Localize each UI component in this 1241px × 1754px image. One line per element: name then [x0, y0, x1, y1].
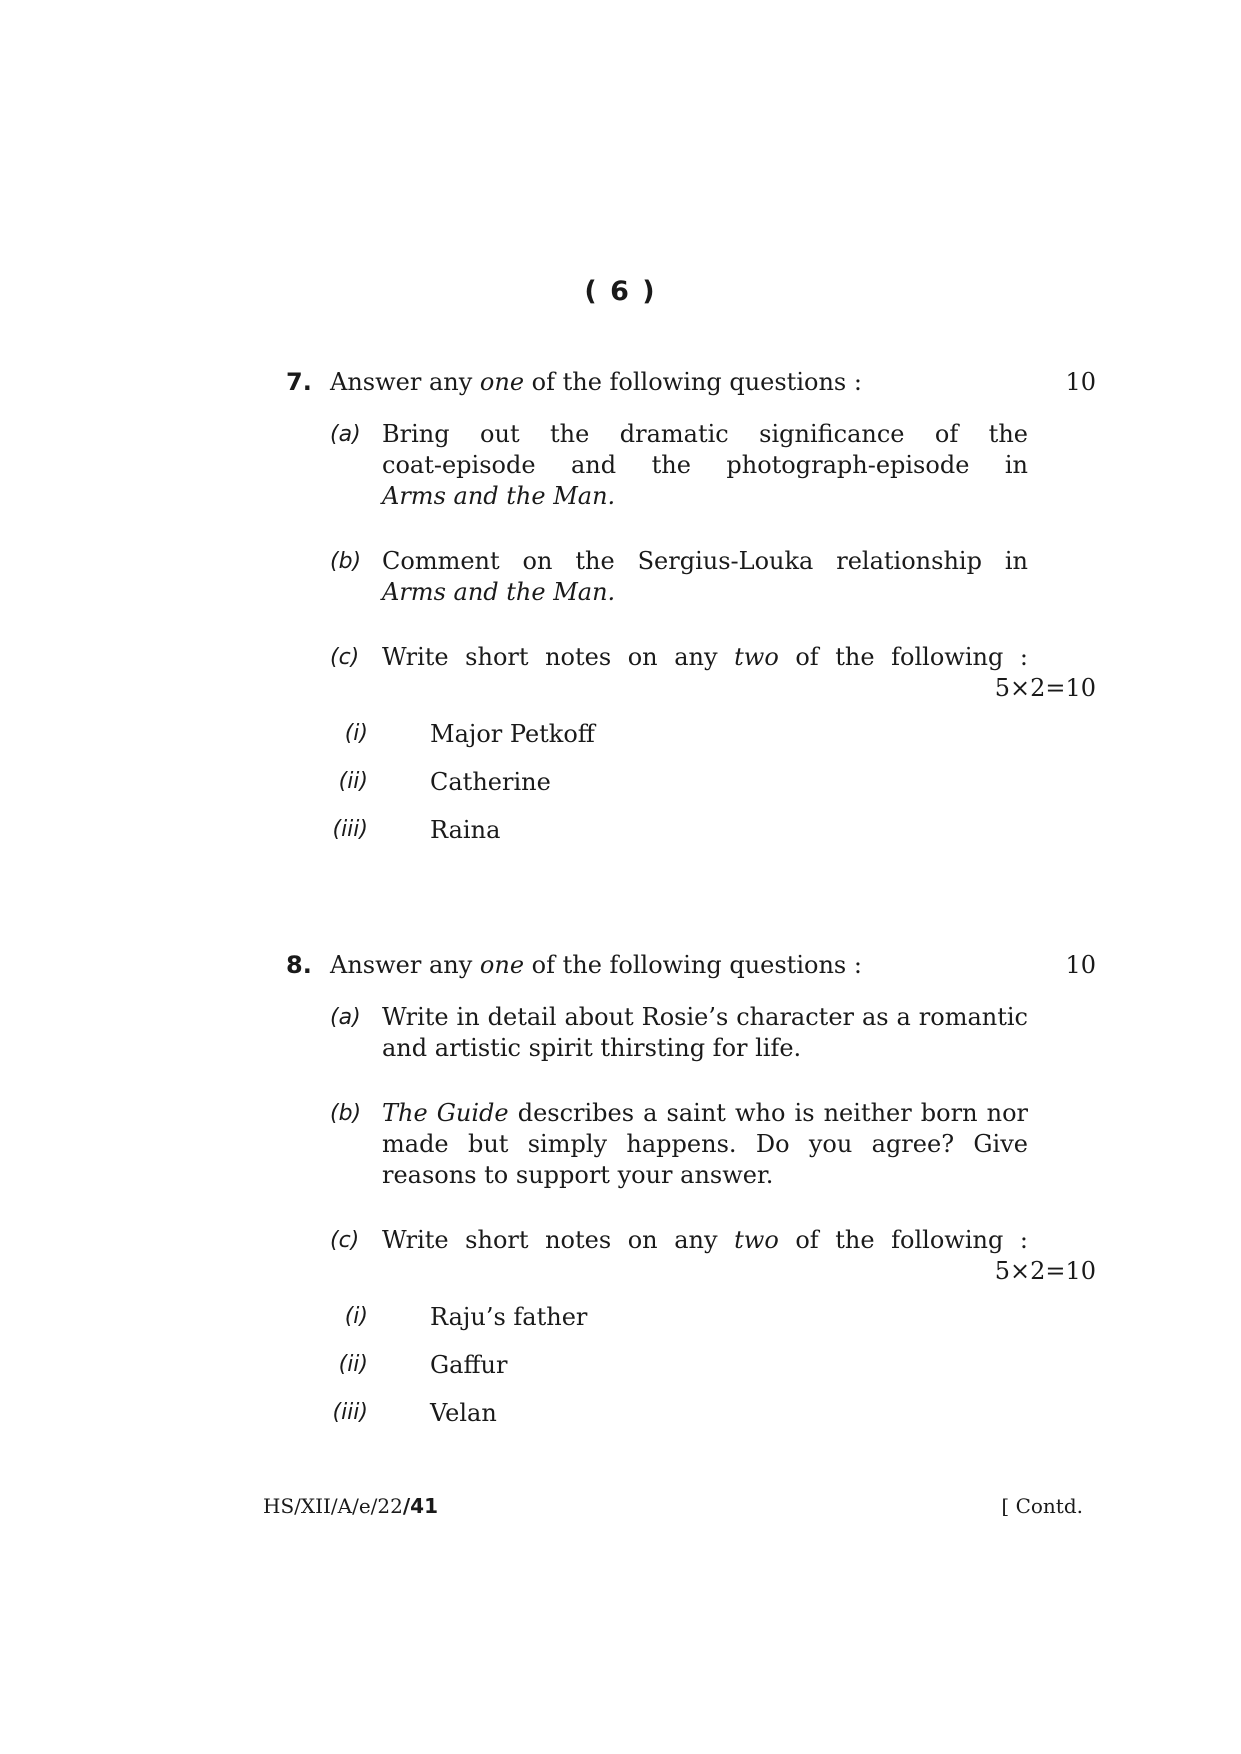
- question-prompt: Answer any one of the following questions :: [330, 951, 862, 979]
- question-number: 7.: [286, 368, 312, 396]
- sub-item-list: [286, 718, 1096, 846]
- question-marks: 10: [1065, 368, 1096, 396]
- sub-item-list: [286, 1301, 1096, 1429]
- part-text: The Guide describes a saint who is neither born nor made but simply happens. Do you agree? Give reasons to support your answer.: [382, 1099, 1028, 1189]
- part-label: (b): [330, 549, 362, 574]
- question-7: [286, 365, 1096, 846]
- list-item: (i) Raju’s father: [344, 1303, 588, 1331]
- part-text: Write in detail about Rosie’s character as a romantic and artistic spirit thirsting for life.: [382, 1003, 1028, 1062]
- part-label: (b): [330, 1101, 362, 1126]
- question-heading: [286, 365, 1096, 399]
- list-item: (iii) Raina: [332, 816, 501, 844]
- part-a: [286, 1002, 1096, 1064]
- list-item: (i) Major Petkoff: [344, 720, 595, 748]
- part-marks: 5×2=10: [994, 1257, 1096, 1285]
- part-c: [286, 1225, 1096, 1287]
- list-item: (ii) Catherine: [338, 768, 551, 796]
- paper-code: HS/XII/A/e/22/41: [263, 1494, 439, 1518]
- page-number: ( 6 ): [584, 276, 657, 307]
- part-a: [286, 419, 1096, 512]
- part-b: [286, 546, 1096, 608]
- list-item: (ii) Gaffur: [338, 1351, 508, 1379]
- part-marks: 5×2=10: [994, 674, 1096, 702]
- question-8: [286, 948, 1096, 1429]
- part-label: (a): [330, 422, 361, 447]
- question-number: 8.: [286, 951, 312, 979]
- part-label: (c): [330, 645, 360, 670]
- question-marks: 10: [1065, 951, 1096, 979]
- part-text: Write short notes on any two of the following :: [382, 643, 1028, 671]
- list-item: (iii) Velan: [332, 1399, 497, 1427]
- part-text: Comment on the Sergius-Louka relationship in Arms and the Man.: [382, 547, 1028, 606]
- question-heading: [286, 948, 1096, 982]
- part-text: Bring out the dramatic significance of the coat-episode and the photograph-episode in Arms and the Man.: [382, 420, 1028, 510]
- question-prompt: Answer any one of the following questions :: [330, 368, 862, 396]
- part-text: Write short notes on any two of the following :: [382, 1226, 1028, 1254]
- part-c: [286, 642, 1096, 704]
- part-label: (c): [330, 1228, 360, 1253]
- continued-label: [ Contd.: [1001, 1494, 1083, 1518]
- part-label: (a): [330, 1005, 361, 1030]
- part-b: [286, 1098, 1096, 1191]
